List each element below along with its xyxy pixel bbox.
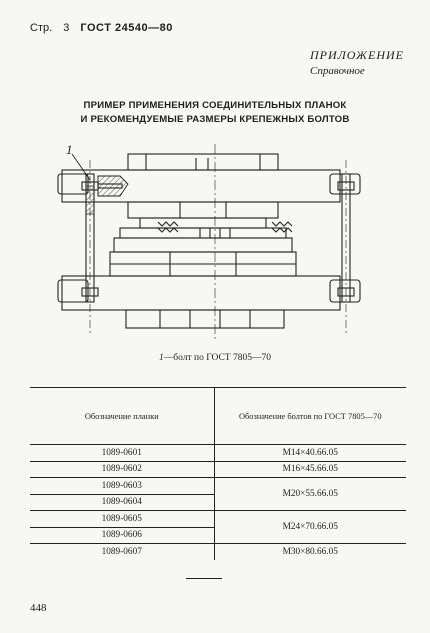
die-block xyxy=(114,238,292,252)
table-row xyxy=(30,544,406,561)
upper-top-block xyxy=(128,154,278,170)
table-row xyxy=(30,461,406,478)
drawing-caption xyxy=(0,353,430,363)
lower-ear-right xyxy=(330,280,360,302)
base-block xyxy=(126,310,284,328)
plate-cell: 1089-0603 xyxy=(30,478,214,495)
spring-left xyxy=(158,222,178,226)
table-row xyxy=(30,511,406,528)
page-number-top: 3 xyxy=(63,22,70,34)
plate-cell: 1089-0606 xyxy=(30,527,214,544)
document-title xyxy=(30,99,400,127)
plate-cell: 1089-0604 xyxy=(30,494,214,511)
technical-drawing xyxy=(50,140,380,350)
table-row xyxy=(30,445,406,462)
page-number-bottom: 448 xyxy=(30,602,47,614)
plate-cell: 1089-0601 xyxy=(30,445,214,462)
hatched-section xyxy=(86,186,94,214)
header-plate-designation: Обозначение планки xyxy=(30,388,214,445)
title-line-2: И РЕКОМЕНДУЕМЫЕ РАЗМЕРЫ КРЕПЕЖНЫХ БОЛТОВ xyxy=(80,114,350,125)
end-rule xyxy=(186,578,222,579)
spec-table xyxy=(30,387,406,560)
plate-cell: 1089-0602 xyxy=(30,461,214,478)
caption-text: —болт по ГОСТ 7805—70 xyxy=(163,353,271,363)
callout-number: 1 xyxy=(66,142,73,157)
lower-plate xyxy=(62,276,340,310)
bolt-cell: M24×70.66.05 xyxy=(214,511,406,544)
title-line-1: ПРИМЕР ПРИМЕНЕНИЯ СОЕДИНИТЕЛЬНЫХ ПЛАНОК xyxy=(83,100,347,111)
appendix-title: ПРИЛОЖЕНИЕ xyxy=(310,48,404,62)
bolt-cell: M14×40.66.05 xyxy=(214,445,406,462)
page-header xyxy=(30,22,173,34)
gost-number: ГОСТ 24540—80 xyxy=(80,22,173,34)
page-label: Стр. xyxy=(30,22,53,34)
punch-holder xyxy=(128,202,278,218)
appendix-block xyxy=(310,48,404,77)
plate-cell: 1089-0607 xyxy=(30,544,214,561)
callout-leader xyxy=(72,154,90,180)
bolt-cell: M30×80.66.05 xyxy=(282,547,338,557)
upper-ear-right xyxy=(330,174,360,194)
plate-cell: 1089-0605 xyxy=(30,511,214,528)
caption-number: 1 xyxy=(159,353,164,363)
appendix-subtitle: Справочное xyxy=(310,65,365,77)
bolt-cell: M16×45.66.05 xyxy=(214,461,406,478)
bolt-cell: M20×55.66.05 xyxy=(214,478,406,511)
table-row xyxy=(30,478,406,495)
spring-right xyxy=(272,222,292,226)
header-bolt-designation: Обозначение болтов по ГОСТ 7805—70 xyxy=(214,388,406,445)
